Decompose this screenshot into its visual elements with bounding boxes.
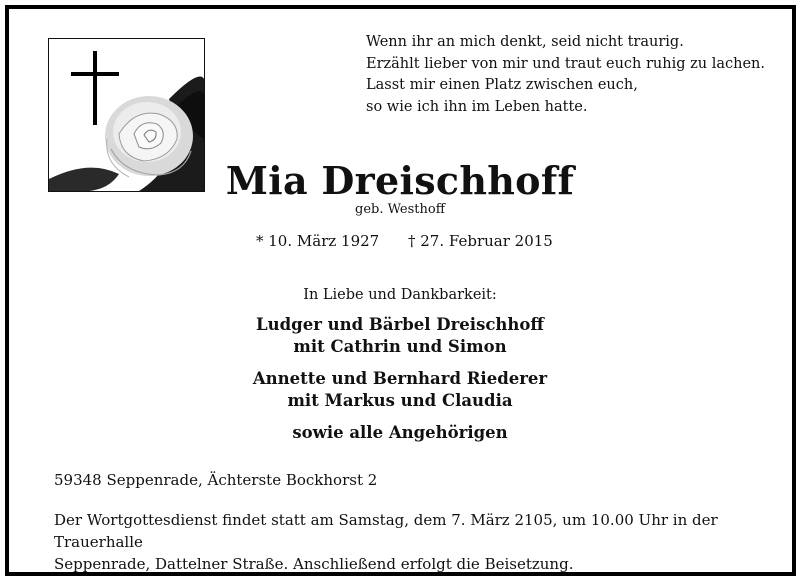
mourners-intro: In Liebe und Dankbarkeit: (303, 287, 497, 303)
other-relatives: sowie alle Angehörigen (292, 423, 508, 442)
family-group (0, 368, 800, 412)
address: 59348 Seppenrade, Ächterste Bockhorst 2 (54, 471, 378, 489)
family-line: mit Cathrin und Simon (293, 337, 507, 356)
poem (366, 32, 765, 118)
service-line: Der Wortgottesdienst findet statt am Samstag, dem 7. März 2105, um 10.00 Uhr in der Trauerhalle (54, 511, 718, 551)
birth-date: * 10. März 1927 (256, 232, 380, 250)
family-line: mit Markus und Claudia (287, 391, 513, 410)
service-notice (54, 509, 774, 575)
service-line: Seppenrade, Dattelner Straße. Anschließend erfolgt die Beisetzung. (54, 555, 574, 573)
deceased-name: Mia Dreischhoff (225, 158, 575, 203)
family-group (0, 314, 800, 358)
poem-line: Lasst mir einen Platz zwischen euch, (366, 77, 638, 93)
birth-name: geb. Westhoff (355, 202, 445, 217)
poem-line: Wenn ihr an mich denkt, seid nicht traurig. (366, 34, 684, 50)
family-line: Annette und Bernhard Riederer (252, 369, 548, 388)
cross-icon (71, 51, 119, 125)
family-line: Ludger und Bärbel Dreischhoff (256, 315, 544, 334)
poem-line: so wie ich ihn im Leben hatte. (366, 98, 588, 115)
poem-line: Erzählt lieber von mir und traut euch ruhig zu lachen. (366, 55, 765, 72)
death-date: † 27. Februar 2015 (408, 232, 553, 250)
